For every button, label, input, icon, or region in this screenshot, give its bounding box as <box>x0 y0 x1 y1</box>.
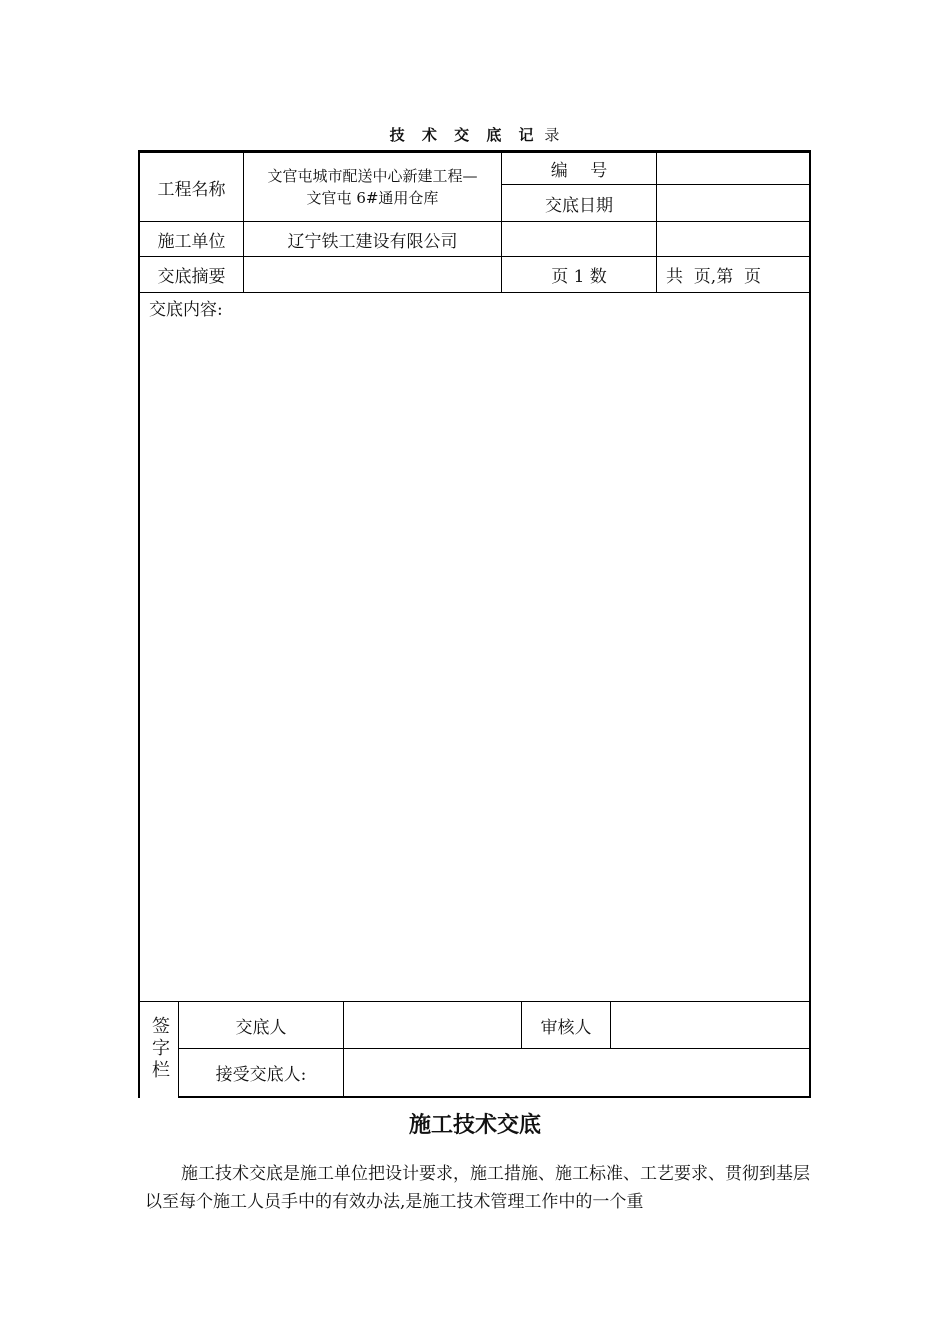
reviewer-label: 审核人 <box>540 1017 592 1038</box>
project-name-value <box>244 153 501 221</box>
project-name-label: 工程名称 <box>157 179 226 200</box>
summary-label: 交底摘要 <box>157 267 226 287</box>
form-title-main: 技 术 交 底 记 <box>389 126 540 144</box>
sign-col-line-2 <box>343 1001 344 1097</box>
summary-value[interactable] <box>244 257 501 292</box>
date-value[interactable] <box>657 185 809 221</box>
doc-paragraph: 施工技术交底是施工单位把设计要求，施工措施、施工标准、工艺要求、贯彻到基层以至每个施工人员手中的有效办法,是施工技术管理工作中的一个重 <box>145 1164 810 1212</box>
number-value[interactable] <box>657 153 809 184</box>
date-label: 交底日期 <box>545 195 613 216</box>
number-label: 编 号 <box>550 161 608 181</box>
unit-label: 施工单位 <box>157 231 226 252</box>
row-line-3 <box>138 292 811 293</box>
discloser-label: 交底人 <box>235 1017 287 1038</box>
project-name-line2: 文官屯 6#通用仓库 <box>306 189 439 207</box>
pages-label: 页 1 数 <box>551 267 607 287</box>
content-label: 交底内容: <box>149 299 223 320</box>
form-title-tail: 录 <box>544 126 560 144</box>
unit-value: 辽宁铁工建设有限公司 <box>287 231 458 252</box>
receiver-label: 接受交底人: <box>215 1065 307 1085</box>
table-border-bottom <box>178 1096 811 1098</box>
sign-col-line-4 <box>610 1001 611 1048</box>
pages-value: 共 页,第 页 <box>666 267 762 287</box>
project-name-line1: 文官屯城市配送中心新建工程— <box>267 167 478 185</box>
sign-column-label: 签字栏 <box>149 1016 170 1082</box>
doc-title: 施工技术交底 <box>408 1113 541 1138</box>
form-title <box>138 124 811 145</box>
